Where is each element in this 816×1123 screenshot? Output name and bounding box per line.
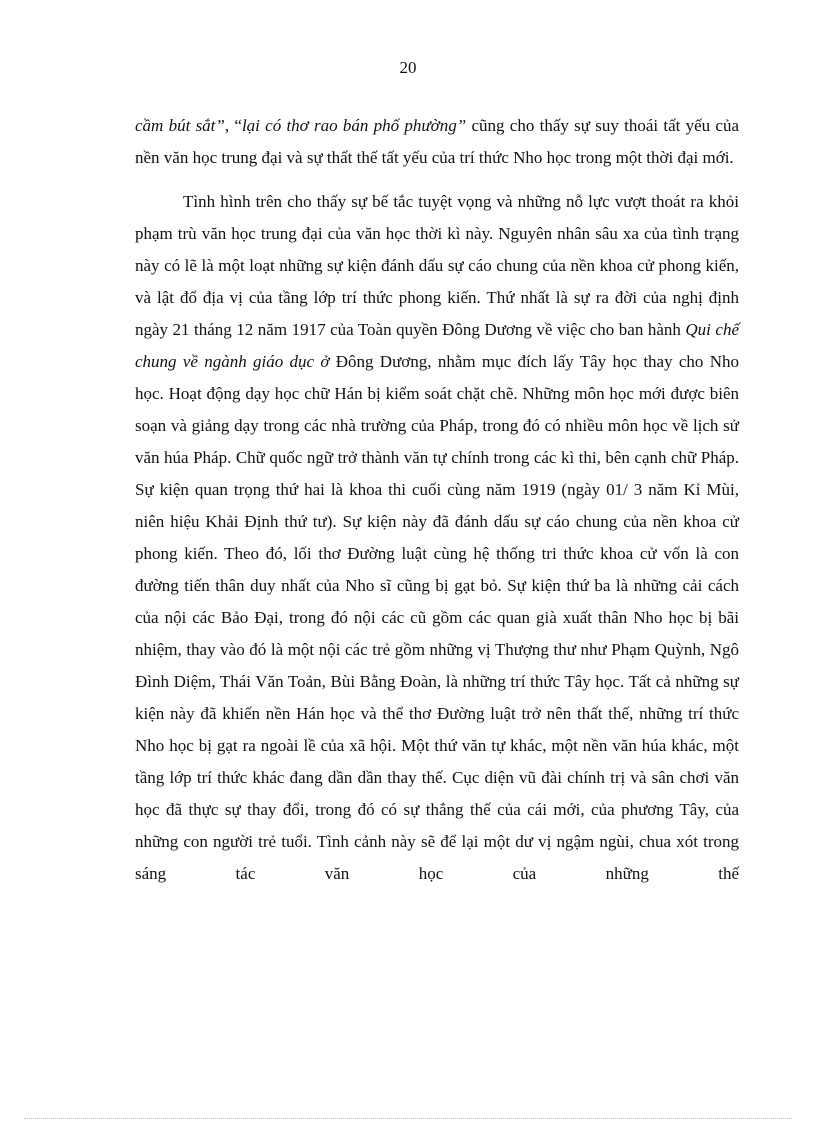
page-number: 20 [399,58,417,77]
text-segment: , “ [224,116,242,135]
text-segment: Tình hình trên cho thấy sự bế tắc tuyệt vọng và những nỗ lực vượt thoát ra khỏi phạm trù văn học trung đại của văn học thời kì này. Nguyên nhân sâu xa của tình trạng này có lẽ là một loạt những sự kiện đánh dấu sự cáo chung của nền khoa cử phong kiến, và lật đổ địa vị của tầng lớp trí thức phong kiến. Thứ nhất là sự ra đời của nghị định ngày 21 tháng 12 năm 1917 của Toàn quyền Đông Dương về việc cho ban hành [135,192,739,339]
paragraph-1 [135,110,739,174]
body-text [135,110,739,890]
text-segment: Qui chế chung về ngành giáo dục ở [135,320,739,371]
text-segment: lại có thơ rao bán phố phường” [241,116,467,135]
text-segment: cũng cho thấy sự suy thoái tất yếu của nền văn học trung đại và sự thất thế tất yếu của trí thức Nho học trong một thời đại mới. [135,116,740,167]
footer-dotted-rule [24,1118,792,1119]
text-segment: cầm bút sắt” [135,116,225,135]
text-segment: Đông Dương, nhằm mục đích lấy Tây học thay cho Nho học. Hoạt động dạy học chữ Hán bị kiểm soát chặt chẽ. Những môn học mới được biên soạn và giảng dạy trong các nhà trường của Pháp, trong đó có nhiều môn học về lịch sử văn húa Pháp. Chữ quốc ngữ trở thành văn tự chính trong các kì thi, bên cạnh chữ Pháp. Sự kiện quan trọng thứ hai là khoa thi cuối cùng năm 1919 (ngày 01/ 3 năm Kỉ Mùi, niên hiệu Khải Định thứ tư). Sự kiện này đã đánh dấu sự cáo chung của nền khoa cử phong kiến. Theo đó, lối thơ Đường luật cùng hệ thống tri thức khoa cử vốn là con đường tiến thân duy nhất của Nho sĩ cũng bị gạt bỏ. Sự kiện thứ ba là những cải cách của nội các Bảo Đại, trong đó nội các cũ gồm các quan già xuất thân Nho học bị bãi nhiệm, thay vào đó là một nội các trẻ gồm những vị Thượng thư như Phạm Quỳnh, Ngô Đình Diệm, Thái Văn Toản, Bùi Bằng Đoàn, là những trí thức Tây học. Tất cả những sự kiện này đã khiến nền Hán học và thể thơ Đường luật trở nên thất thế, những trí thức Nho học bị gạt ra ngoài lề của xã hội. Một thứ văn tự khác, một nền văn húa khác, một tầng lớp trí thức khác đang dần dần thay thế. Cục diện vũ đài chính trị và sân chơi văn học đã thực sự thay đổi, trong đó có sự thắng thế của cái mới, của phương Tây, của những con người trẻ tuổi. Tình cảnh này sẽ để lại một dư vị ngậm ngùi, chua xót trong sáng tác văn học của những thế [135,352,739,883]
paragraph-2 [135,186,739,890]
